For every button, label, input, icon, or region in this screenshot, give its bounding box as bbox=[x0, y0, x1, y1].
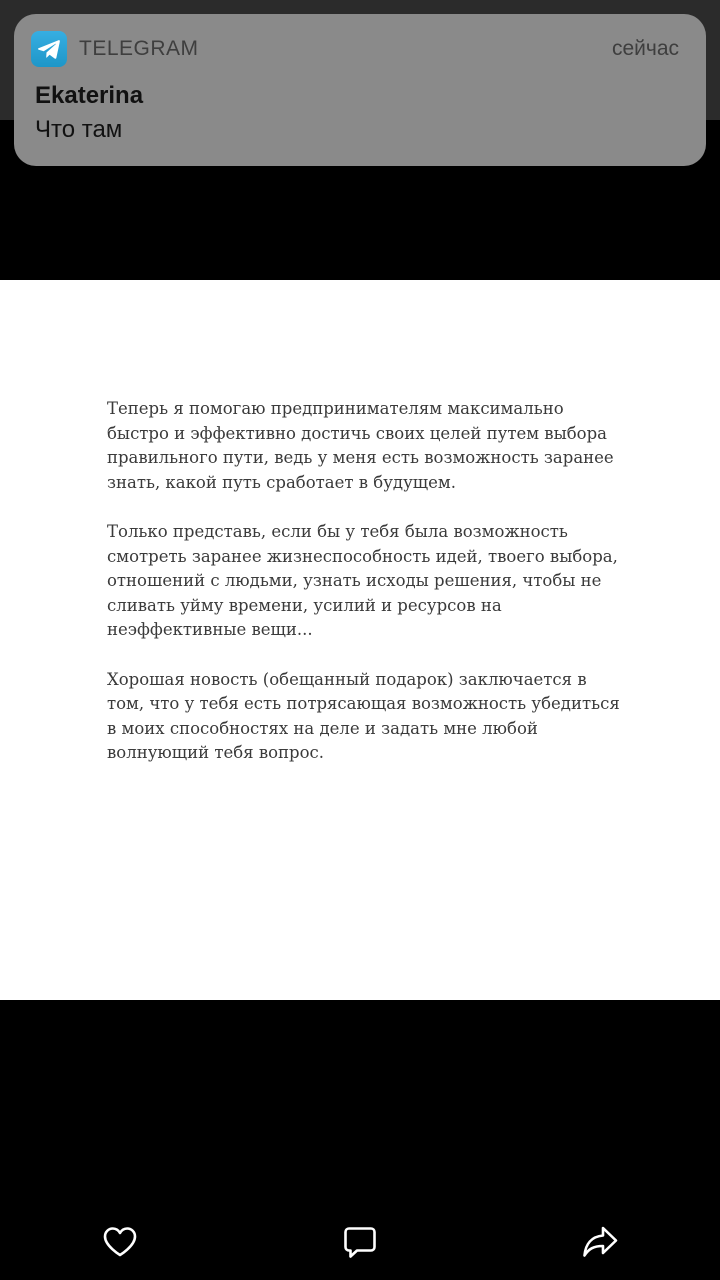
action-bar bbox=[0, 1200, 720, 1280]
share-button[interactable] bbox=[580, 1222, 620, 1262]
notification-time: сейчас bbox=[611, 37, 679, 60]
telegram-notification[interactable] bbox=[14, 14, 706, 166]
story-paragraph-2: Только представь, если бы у тебя была возможность смотреть заранее жизнеспособность идей, твоего выбора, отношений с людьми, узнать исходы решения, чтобы не сливать уйму времени, усилий и ресурсов на неэффективные вещи... bbox=[107, 521, 618, 640]
share-icon bbox=[580, 1222, 620, 1262]
telegram-icon bbox=[31, 31, 67, 67]
story-card bbox=[0, 280, 720, 1000]
notification-app-name: TELEGRAM bbox=[79, 37, 199, 60]
story-paragraph-1: Теперь я помогаю предпринимателям максимально быстро и эффективно достичь своих целей путем выбора правильного пути, ведь у меня есть возможность заранее знать, какой путь сработает в будущем. bbox=[107, 399, 614, 492]
like-button[interactable] bbox=[100, 1222, 140, 1262]
notification-sender: Ekaterina bbox=[35, 82, 144, 109]
story-paragraph-3: Хорошая новость (обещанный подарок) заключается в том, что у тебя есть потрясающая возможность убедиться в моих способностях на деле и задать мне любой волнующий тебя вопрос. bbox=[107, 669, 620, 763]
comment-button[interactable] bbox=[340, 1222, 380, 1262]
comment-icon bbox=[340, 1222, 380, 1262]
heart-icon bbox=[100, 1222, 140, 1262]
notification-message: Что там bbox=[35, 116, 123, 143]
story-text bbox=[107, 397, 627, 791]
